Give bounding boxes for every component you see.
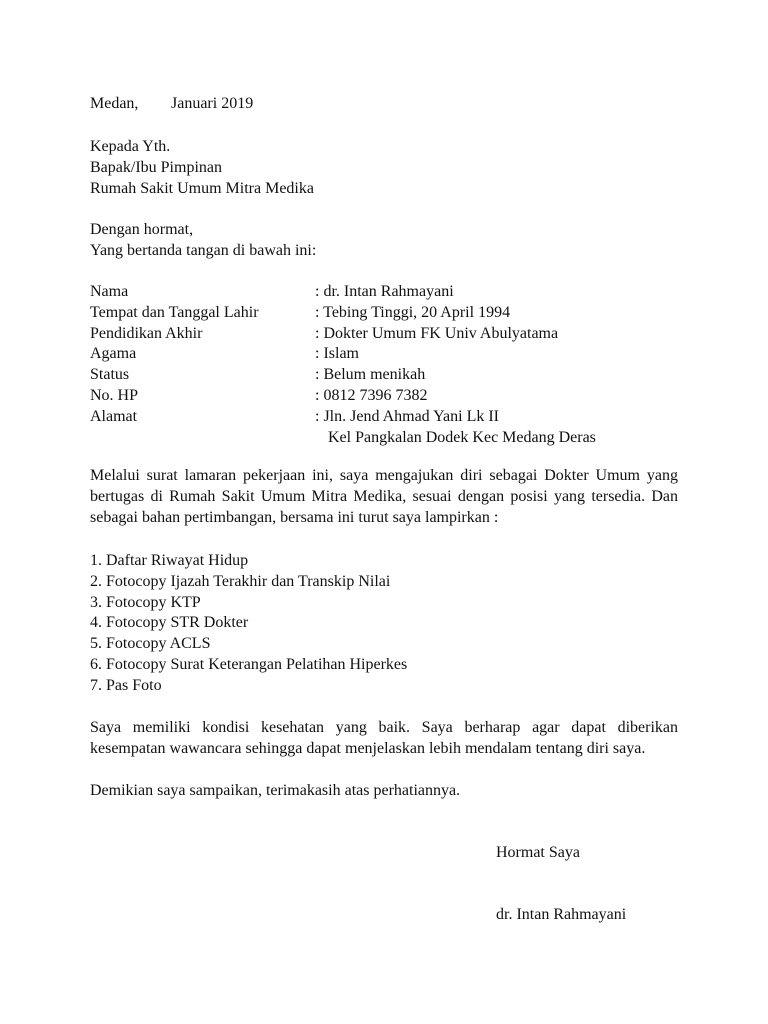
identity-row-education bbox=[90, 324, 650, 345]
identity-label: Status bbox=[90, 366, 130, 384]
identity-row-address bbox=[90, 407, 650, 428]
greeting-block bbox=[90, 220, 316, 262]
identity-value: : Islam bbox=[315, 345, 359, 363]
identity-value: : Jln. Jend Ahmad Yani Lk II bbox=[315, 407, 499, 425]
attachment-item: 1. Daftar Riwayat Hidup bbox=[90, 552, 249, 569]
recipient-line: Kepada Yth. bbox=[90, 138, 171, 155]
identity-label: No. HP bbox=[90, 386, 139, 404]
closing-paragraph: Saya memiliki kondisi kesehatan yang baik. Saya berharap agar dapat diberikan kesempatan wawancara sehingga dapat menjelaskan lebih mendalam tentang diri saya. bbox=[90, 719, 678, 757]
identity-value: : Dokter Umum FK Univ Abulyatama bbox=[315, 324, 559, 342]
attachment-item: 3. Fotocopy KTP bbox=[90, 593, 201, 611]
identity-row-name bbox=[90, 282, 650, 303]
identity-label: Pendidikan Akhir bbox=[90, 324, 203, 342]
identity-table bbox=[90, 282, 650, 448]
identity-row-address-cont bbox=[90, 428, 650, 449]
attachment-item: 2. Fotocopy Ijazah Terakhir dan Transkip Nilai bbox=[90, 572, 391, 590]
identity-row-status bbox=[90, 365, 650, 386]
signature-closing: Hormat Saya bbox=[496, 844, 580, 861]
attachment-item: 7. Pas Foto bbox=[90, 676, 162, 694]
signature-name: dr. Intan Rahmayani bbox=[496, 906, 627, 923]
thanks-line: Demikian saya sampaikan, terimakasih atas perhatiannya. bbox=[90, 782, 461, 799]
recipient-block bbox=[90, 137, 314, 199]
identity-value: : 0812 7396 7382 bbox=[315, 386, 428, 404]
attachment-item: 6. Fotocopy Surat Keterangan Pelatihan Hiperkes bbox=[90, 655, 408, 673]
salutation: Dengan hormat, bbox=[90, 221, 194, 238]
identity-label: Tempat dan Tanggal Lahir bbox=[90, 303, 259, 321]
identity-value: : Tebing Tinggi, 20 April 1994 bbox=[315, 303, 511, 321]
identity-intro: Yang bertanda tangan di bawah ini: bbox=[90, 241, 317, 259]
identity-label: Agama bbox=[90, 345, 137, 363]
address-continuation: Kel Pangkalan Dodek Kec Medang Deras bbox=[328, 428, 596, 446]
letter-city: Medan, bbox=[90, 95, 139, 112]
attachment-item: 5. Fotocopy ACLS bbox=[90, 635, 211, 653]
identity-value: : dr. Intan Rahmayani bbox=[315, 283, 454, 300]
identity-label: Alamat bbox=[90, 407, 138, 425]
attachment-item: 4. Fotocopy STR Dokter bbox=[90, 614, 249, 632]
recipient-line: Bapak/Ibu Pimpinan bbox=[90, 158, 222, 176]
intro-paragraph: Melalui surat lamaran pekerjaan ini, saya mengajukan diri sebagai Dokter Umum yang bertugas di Rumah Sakit Umum Mitra Medika, sesuai dengan posisi yang tersedia. Dan sebagai bahan pertimbangan, bersama ini turut saya lampirkan : bbox=[90, 467, 678, 526]
identity-row-religion bbox=[90, 344, 650, 365]
identity-row-birth bbox=[90, 303, 650, 324]
letter-date: Januari 2019 bbox=[171, 95, 254, 112]
recipient-line: Rumah Sakit Umum Mitra Medika bbox=[90, 179, 314, 197]
identity-value: : Belum menikah bbox=[315, 366, 426, 384]
identity-row-phone bbox=[90, 386, 650, 407]
attachment-list bbox=[90, 551, 407, 697]
identity-label: Nama bbox=[90, 283, 129, 300]
